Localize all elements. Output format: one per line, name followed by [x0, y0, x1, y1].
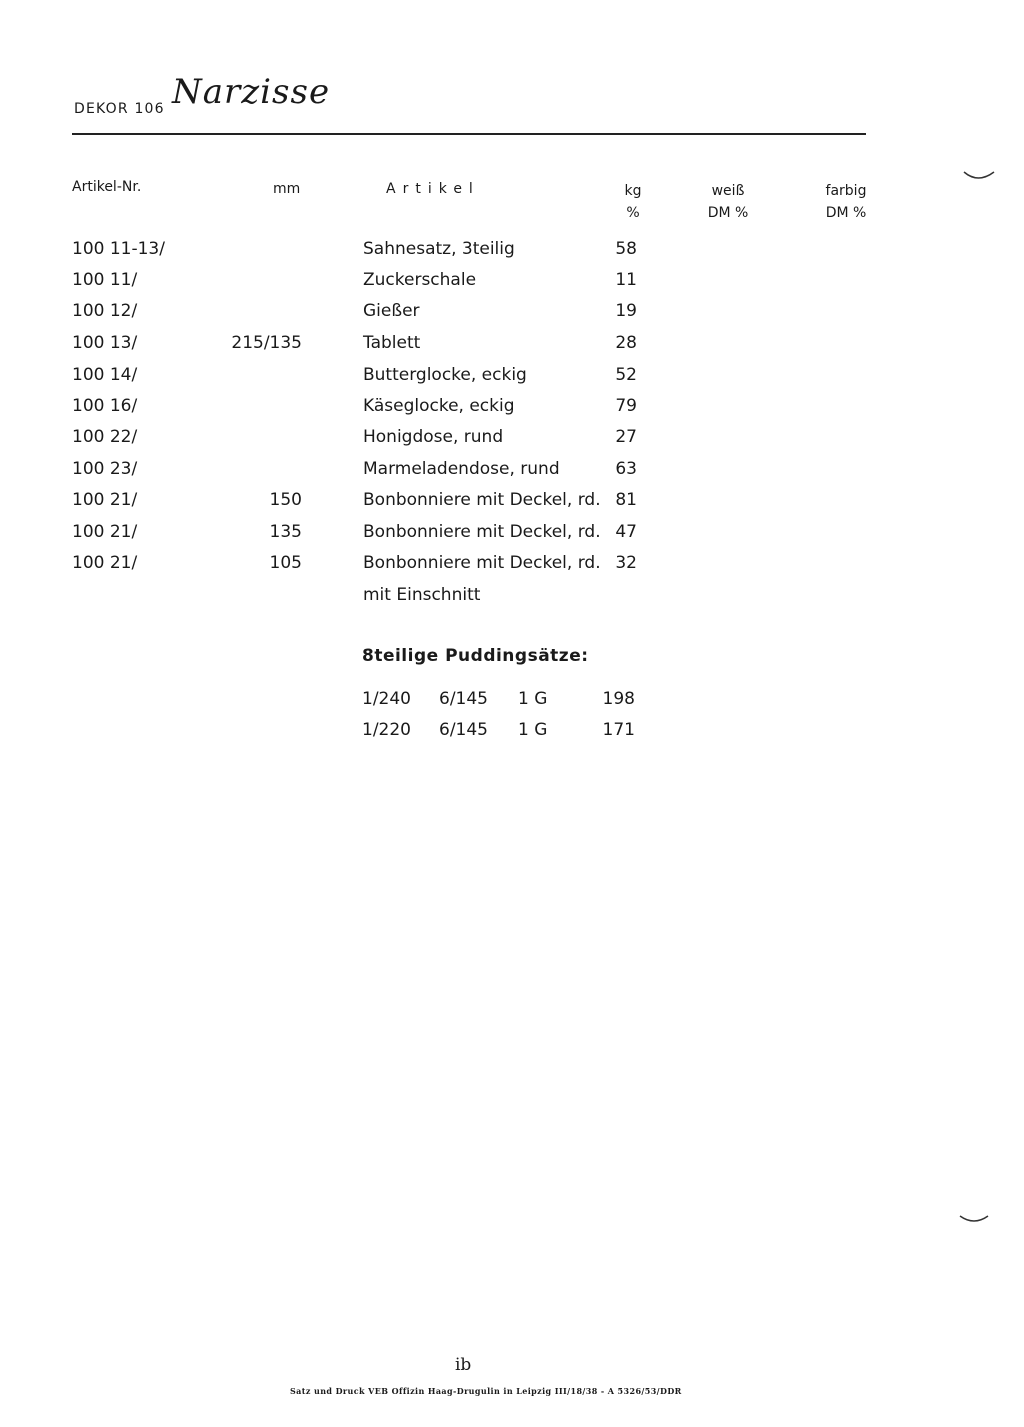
article-number: 100 22/ — [72, 427, 138, 447]
weiss-label: weiß — [711, 183, 745, 199]
article-number: 100 21/ — [72, 553, 138, 573]
article-kg: 32 — [615, 553, 637, 573]
pudding-row — [0, 684, 1024, 714]
article-kg: 63 — [615, 459, 637, 479]
article-kg: 79 — [615, 396, 637, 416]
article-name: Bonbonniere mit Deckel, rd. — [363, 553, 601, 573]
column-header-artikel-nr: Artikel-Nr. — [72, 179, 142, 195]
column-header-farbig — [818, 180, 874, 224]
column-header-kg — [622, 180, 644, 224]
kg-unit: % — [626, 205, 640, 221]
pudding-large-size: 1/240 — [362, 689, 411, 709]
article-kg: 47 — [615, 522, 637, 542]
pudding-kg: 171 — [602, 720, 635, 740]
article-name-continuation: mit Einschnitt — [363, 585, 481, 605]
table-row — [0, 328, 1024, 358]
table-row — [0, 454, 1024, 484]
table-row — [0, 517, 1024, 547]
pudding-kg: 198 — [602, 689, 635, 709]
page-title: Narzisse — [172, 72, 331, 112]
article-name: Marmeladendose, rund — [363, 459, 560, 479]
article-kg: 27 — [615, 427, 637, 447]
article-number: 100 12/ — [72, 301, 138, 321]
article-number: 100 23/ — [72, 459, 138, 479]
article-name: Gießer — [363, 301, 420, 321]
article-kg: 28 — [615, 333, 637, 353]
table-row — [0, 265, 1024, 295]
table-row — [0, 485, 1024, 515]
article-number: 100 13/ — [72, 333, 138, 353]
table-row — [0, 391, 1024, 421]
article-number: 100 21/ — [72, 522, 138, 542]
farbig-unit: DM % — [825, 205, 867, 221]
article-kg: 58 — [615, 239, 637, 259]
pudding-mould: 1 G — [518, 689, 548, 709]
article-size: 105 — [269, 553, 302, 573]
table-row — [0, 234, 1024, 264]
article-name: Honigdose, rund — [363, 427, 504, 447]
article-number: 100 11-13/ — [72, 239, 165, 259]
article-name: Tablett — [363, 333, 421, 353]
column-header-weiss — [700, 180, 756, 224]
article-kg: 52 — [615, 365, 637, 385]
article-size: 135 — [269, 522, 302, 542]
printer-logo: ib — [455, 1355, 472, 1375]
pudding-small-size: 6/145 — [439, 720, 488, 740]
kg-label: kg — [624, 183, 642, 199]
weiss-unit: DM % — [707, 205, 749, 221]
article-size: 150 — [269, 490, 302, 510]
punch-hole-mark-icon — [960, 150, 1000, 190]
article-name: Zuckerschale — [363, 270, 477, 290]
article-name: Butterglocke, eckig — [363, 365, 527, 385]
punch-hole-mark-icon — [956, 1196, 996, 1236]
table-row — [0, 360, 1024, 390]
article-name: Bonbonniere mit Deckel, rd. — [363, 490, 601, 510]
pudding-sets-heading: 8teilige Puddingsätze: — [362, 646, 589, 666]
dekor-label: DEKOR 106 — [74, 101, 165, 117]
article-kg: 11 — [615, 270, 637, 290]
article-name: Käseglocke, eckig — [363, 396, 515, 416]
column-header-mm: mm — [273, 181, 301, 197]
article-size: 215/135 — [231, 333, 302, 353]
table-row — [0, 296, 1024, 326]
pudding-large-size: 1/220 — [362, 720, 411, 740]
table-row — [0, 548, 1024, 578]
article-kg: 81 — [615, 490, 637, 510]
header-rule — [72, 133, 866, 135]
article-number: 100 16/ — [72, 396, 138, 416]
pudding-row — [0, 715, 1024, 745]
article-number: 100 14/ — [72, 365, 138, 385]
article-number: 100 21/ — [72, 490, 138, 510]
pudding-mould: 1 G — [518, 720, 548, 740]
article-kg: 19 — [615, 301, 637, 321]
table-row — [0, 422, 1024, 452]
article-name: Bonbonniere mit Deckel, rd. — [363, 522, 601, 542]
column-header-artikel: Artikel — [386, 181, 480, 197]
article-name: Sahnesatz, 3teilig — [363, 239, 515, 259]
pudding-small-size: 6/145 — [439, 689, 488, 709]
printer-imprint: Satz und Druck VEB Offizin Haag-Drugulin in Leipzig III/18/38 - A 5326/53/DDR — [290, 1386, 682, 1396]
farbig-label: farbig — [825, 183, 867, 199]
article-number: 100 11/ — [72, 270, 138, 290]
